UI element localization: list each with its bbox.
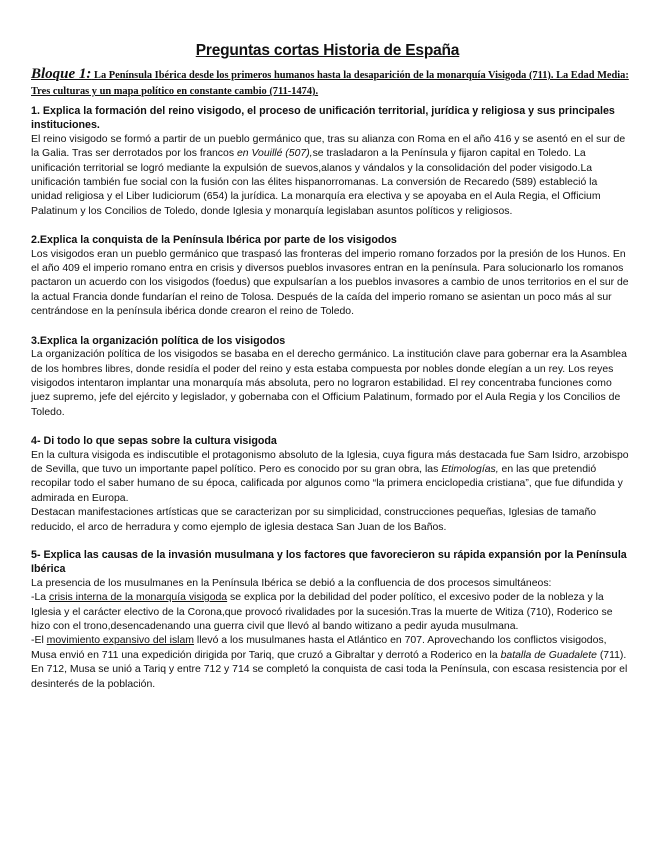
q4-text-2: en las que pretendió recopilar todo el saber humano de su época, calificada por algunos como “la primera enciclopedia cristiana”, que fue difundida y admirada en Europa.	[31, 463, 623, 504]
question-4-title: 4- Di todo lo que sepas sobre la cultura visigoda	[31, 435, 277, 448]
question-2-answer: Los visigodos eran un pueblo germánico que traspasó las fronteras del imperio romano forzados por la presión de los Hunos. En el año 409 el imperio romano entra en crisis y diversos pueblos invasores entran en la península. Para solucionarlo los romanos pactaron un acuerdo con los visigodos (foedus) que expulsarían a los pueblos invasores a cambio de unos territorios en el sur de la actual Francia donde fundarían el reino de Tolosa. Después de la caída del imperio romano se asientan un poco más al sur centrándose en la península ibérica donde crearon el reino de Toledo.	[31, 248, 629, 318]
bloque-text: La Península Ibérica desde los primeros humanos hasta la desaparición de la monarquía Visigoda (711). La Edad Media: Tres culturas y un mapa político en constante cambio (711-1474).	[31, 70, 629, 97]
spacer	[31, 535, 631, 548]
question-5-point-b	[31, 634, 631, 692]
q5a-underline: crisis interna de la monarquía visigoda	[49, 592, 228, 604]
question-4-answer	[31, 449, 631, 507]
q5b-text-2: (711). En 712, Musa se unió a Tariq y entre 712 y 714 se completó la conquista de casi toda la Península, con escasa resistencia por el desinterés de la población.	[31, 649, 628, 690]
bloque-label: Bloque 1:	[31, 66, 92, 82]
q5b-text-1: llevó a los musulmanes hasta el Atlántico en 707. Aprovechando los conflictos visigodos, Musa envió en 711 una expedición dirigida por Tariq, que cruzó a Gibraltar y derrotó a Roderico en la	[31, 635, 607, 661]
question-3-answer: La organización política de los visigodos se basaba en el derecho germánico. La institución clave para gobernar era la Asamblea de los hombres libres, donde residía el poder del reino y esta estaba compuesta por nobles donde elegían a un rey. Los reyes visigodos intentaron implantar una monarquía más absoluta, pero no lograron estabilidad. El rey concentraba funciones como juez supremo, jefe del ejército y legislador, y gobernaba con el Officium Palatinum, formado por el Aula Regia y los Concilios de Toledo.	[31, 349, 627, 418]
q5b-prefix: -El	[31, 635, 47, 647]
question-2-title: 2.Explica la conquista de la Península Ibérica por parte de los visigodos	[31, 234, 397, 247]
q5a-prefix: -La	[31, 592, 49, 604]
q4-italic: Etimologías,	[441, 463, 499, 475]
spacer	[31, 420, 631, 434]
question-5-intro: La presencia de los musulmanes en la Península Ibérica se debió a la confluencia de dos procesos simultáneos:	[31, 577, 552, 589]
spacer	[31, 219, 631, 233]
spacer	[31, 320, 631, 334]
q5a-text: se explica por la debilidad del poder político, el excesivo poder de la nobleza y la Iglesia y el carácter electivo de la Corona,que provocó rivalidades por la sucesión.Tras la muerte de Witiza (710), Roderico se hizo con el trono,desencadenando una guerra civil que llevó al bando witizano a pedir ayuda musulmana.	[31, 592, 613, 632]
q1-text-2: se trasladaron a la Península y fijaron capital en Toledo. La unificación territorial se logró mediante la expulsión de suevos,alanos y vándalos y la consolidación del poder visigodo.La unificación también fue social con la fusión con las élites hispanorromanas. La conversión de Recaredo (589) estableció la unidad religiosa y el Liber Iudiciorum (654) la jurídica. La monarquía era electiva y se apoyaba en el Aula Regia, el Officium Palatinum y los Concilios de Toledo, donde Iglesia y monarquía legislaban asuntos políticos y religiosos.	[31, 148, 601, 217]
question-5-title: 5- Explica las causas de la invasión musulmana y los factores que favorecieron su rápida expansión por la Península Ibérica	[31, 548, 627, 576]
question-3-title: 3.Explica la organización política de los visigodos	[31, 334, 286, 347]
q4-text-1: En la cultura visigoda es indiscutible el protagonismo absoluto de la Iglesia, cuya figura más destacada fue Sam Isidro, arzobispo de Sevilla, que tuvo un importante papel político. Pero es conocido por su gran obra, las	[31, 449, 629, 475]
q5b-italic: batalla de Guadalete	[500, 649, 597, 661]
question-1-answer	[31, 133, 631, 219]
q5b-underline: movimiento expansivo del islam	[46, 635, 195, 647]
q1-italic: en Vouillé (507),	[236, 148, 313, 160]
document-body	[31, 104, 631, 692]
question-4-answer-2: Destacan manifestaciones artísticas que se caracterizan por su simplicidad, construcciones pequeñas, Iglesias de tamaño reducido, el arco de herradura y como ejemplo de iglesia destaca San Juan de los Baños.	[31, 507, 597, 533]
page-title: Preguntas cortas Historia de España	[195, 42, 460, 59]
question-1-title: 1. Explica la formación del reino visigodo, el proceso de unificación territorial, jurídica y religiosa y sus principales instituciones.	[31, 105, 615, 132]
q1-text-1: El reino visigodo se formó a partir de un pueblo germánico que, tras su alianza con Roma en el año 416 y se asentó en el sur de la Galia. Tras ser derrotados por los francos	[31, 133, 626, 160]
question-5-point-a	[31, 591, 631, 634]
bloque-heading	[31, 66, 631, 100]
